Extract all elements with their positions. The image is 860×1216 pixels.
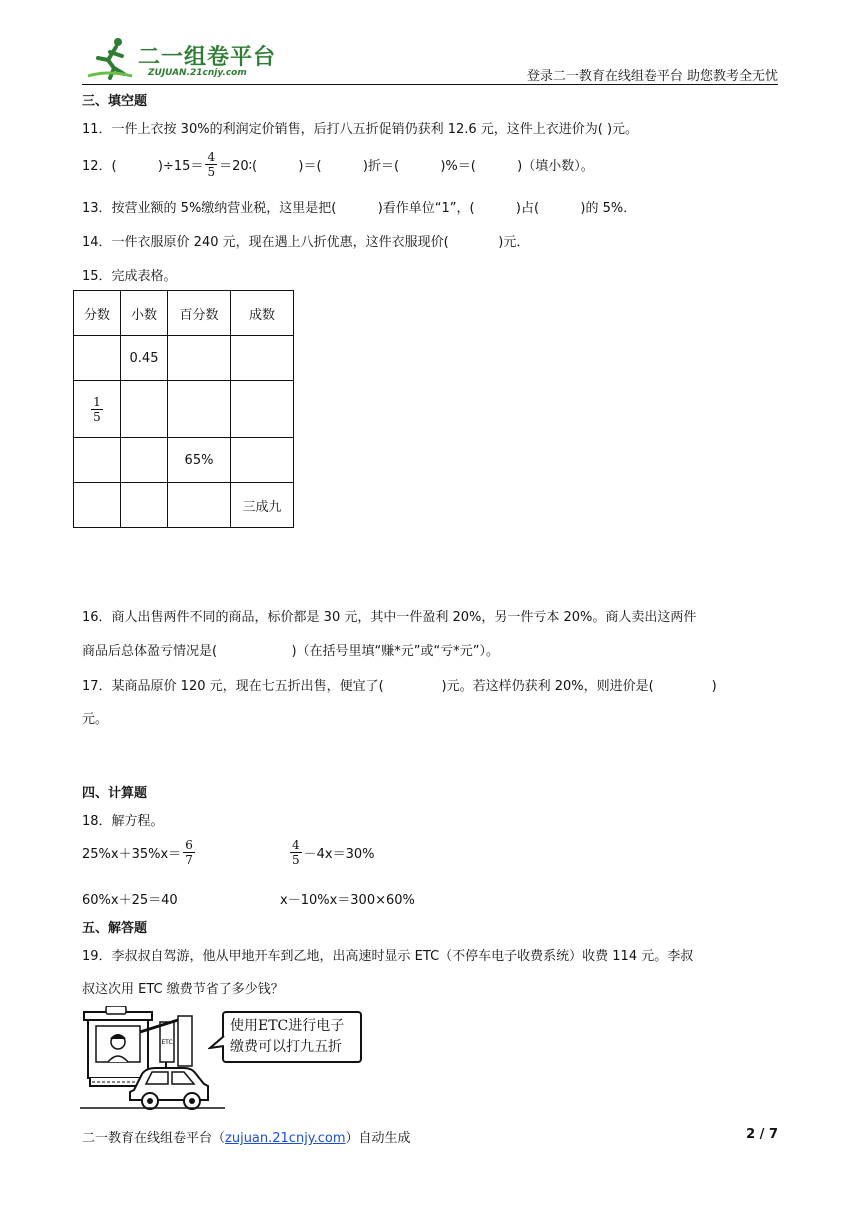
fraction-denominator: 5 xyxy=(207,165,216,179)
question-12-part-a: 12．( )÷15＝ xyxy=(82,159,204,174)
equation-1 xyxy=(82,838,197,867)
header-slogan: 登录二一教育在线组卷平台 助您教考全无忧 xyxy=(526,69,778,84)
question-19-line-2: 叔这次用 ETC 缴费节省了多少钱？ xyxy=(82,982,284,997)
question-11: 11．一件上衣按 30%的利润定价销售，后打八五折促销仍获利 12.6 元，这件上衣进价为( )元。 xyxy=(82,122,639,137)
question-17-line-2: 元。 xyxy=(82,712,109,727)
table-cell: 65% xyxy=(168,438,231,483)
table-cell: 三成九 xyxy=(231,483,294,528)
speech-bubble-line-2: 缴费可以打九五折 xyxy=(230,1039,342,1055)
fraction-numerator: 4 xyxy=(292,838,300,852)
footer-prefix: 二一教育在线组卷平台（ xyxy=(82,1131,226,1146)
table-header-tenths: 成数 xyxy=(231,291,294,336)
table-cell xyxy=(74,381,121,438)
question-16-line-2: 商品后总体盈亏情况是( )（在括号里填“赚*元”或“亏*元”）。 xyxy=(82,644,499,659)
table-header-decimal: 小数 xyxy=(121,291,168,336)
fraction-numerator: 4 xyxy=(207,150,216,164)
section-title-fill-blank: 三、填空题 xyxy=(82,94,148,109)
logo-text: 二一组卷平台 xyxy=(138,45,277,70)
fraction-6-7 xyxy=(183,838,195,867)
speech-bubble-tail-icon xyxy=(208,1034,226,1052)
question-16-line-1: 16．商人出售两件不同的商品，标价都是 30 元，其中一件盈利 20%，另一件亏本 20%。商人卖出这两件 xyxy=(82,610,697,625)
equation-2-text: －4x＝30% xyxy=(303,847,375,862)
table-cell xyxy=(74,438,121,483)
table-cell xyxy=(168,483,231,528)
equation-3: 60%x＋25＝40 xyxy=(82,893,178,908)
running-man-logo-icon xyxy=(88,36,134,80)
table-cell xyxy=(231,381,294,438)
logo xyxy=(88,36,278,80)
question-13: 13．按营业额的 5%缴纳营业税，这里是把( )看作单位“1”，( )占( )的 5%． xyxy=(82,201,637,216)
question-12 xyxy=(82,150,594,179)
question-18: 18．解方程。 xyxy=(82,814,164,829)
equation-1-text: 25%x＋35%x＝ xyxy=(82,847,182,862)
table-cell xyxy=(168,336,231,381)
table-row xyxy=(74,438,294,483)
toll-booth-illustration xyxy=(80,1006,225,1110)
table-cell xyxy=(121,483,168,528)
speech-bubble xyxy=(222,1011,362,1063)
table-cell: 0.45 xyxy=(121,336,168,381)
table-row xyxy=(74,336,294,381)
logo-subtext: ZUJUAN.21cnjy.com xyxy=(148,68,247,78)
table-header-fraction: 分数 xyxy=(74,291,121,336)
table-header-percent: 百分数 xyxy=(168,291,231,336)
footer-source xyxy=(82,1127,411,1146)
fraction-numerator: 6 xyxy=(185,838,193,852)
table-row xyxy=(74,483,294,528)
fraction-1-5 xyxy=(91,395,103,424)
section-title-calculation: 四、计算题 xyxy=(82,786,148,801)
question-19-line-1: 19．李叔叔自驾游，他从甲地开车到乙地，出高速时显示 ETC（不停车电子收费系统）收费 114 元。李叔 xyxy=(82,949,694,964)
page-number: 2 / 7 xyxy=(746,1127,778,1142)
etc-sign-text: ETC xyxy=(161,1039,173,1046)
fraction-denominator: 5 xyxy=(292,853,300,867)
header-divider xyxy=(82,84,778,85)
table-cell xyxy=(231,336,294,381)
table-cell xyxy=(74,336,121,381)
question-15: 15．完成表格。 xyxy=(82,269,177,284)
table-cell xyxy=(168,381,231,438)
conversion-table xyxy=(73,290,294,528)
section-title-answer: 五、解答题 xyxy=(82,921,148,936)
fraction-4-5 xyxy=(290,838,302,867)
speech-bubble-line-1: 使用ETC进行电子 xyxy=(230,1018,345,1034)
footer-link[interactable]: zujuan.21cnjy.com xyxy=(225,1131,346,1146)
equation-4: x－10%x＝300×60% xyxy=(280,893,415,908)
fraction-4-5 xyxy=(205,150,217,179)
footer-suffix: ）自动生成 xyxy=(345,1131,411,1146)
table-cell xyxy=(231,438,294,483)
table-row xyxy=(74,381,294,438)
table-cell xyxy=(74,483,121,528)
table-cell xyxy=(121,381,168,438)
question-17-line-1: 17．某商品原价 120 元，现在七五折出售，便宜了( )元。若这样仍获利 20%，则进价是( ) xyxy=(82,679,717,694)
fraction-denominator: 7 xyxy=(185,853,193,867)
table-cell xyxy=(121,438,168,483)
fraction-denominator: 5 xyxy=(93,409,101,424)
equation-2 xyxy=(288,838,375,867)
question-14: 14．一件衣服原价 240 元，现在遇上八折优惠，这件衣服现价( )元． xyxy=(82,235,530,250)
question-12-part-b: ＝20∶( )＝( )折＝( )%＝( )（填小数）。 xyxy=(219,159,594,174)
fraction-numerator: 1 xyxy=(93,394,101,409)
